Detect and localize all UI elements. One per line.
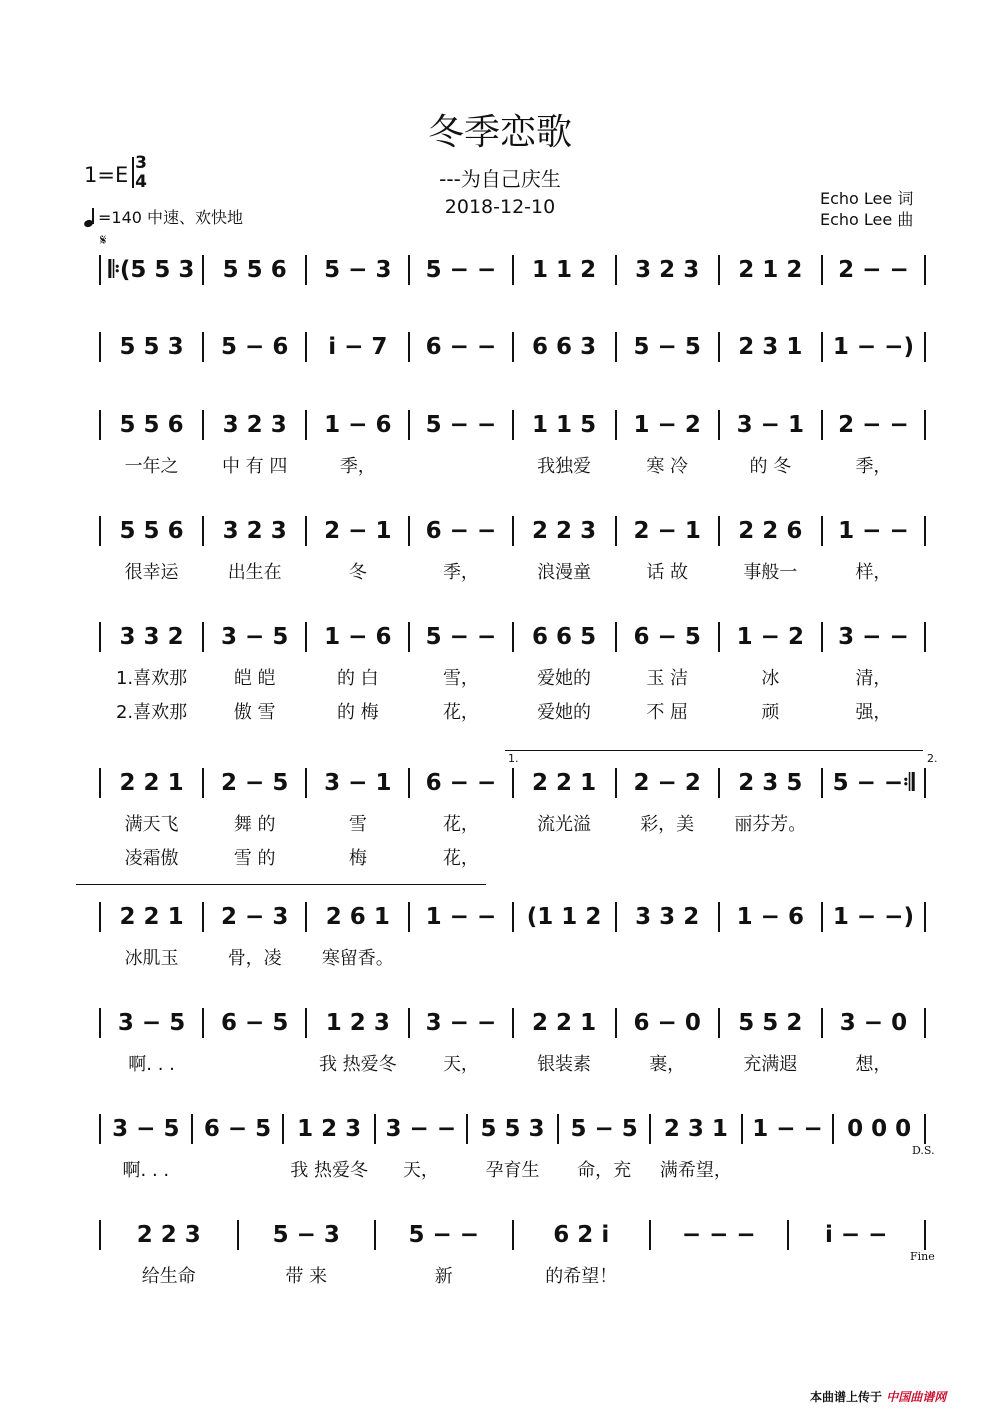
measure: 2 − 3	[221, 904, 289, 930]
footer-text: 本曲谱上传于	[810, 1390, 883, 1404]
score-row	[100, 1218, 925, 1252]
lyric-syllables: 的 白	[336, 668, 379, 689]
measure: 2 2 1	[119, 904, 184, 930]
score-row	[100, 253, 925, 287]
lyric-syllables: 新	[434, 1266, 453, 1287]
lyric-line	[100, 944, 925, 968]
measure: 3 − 1	[324, 770, 392, 796]
composer: Echo Lee 曲	[820, 210, 914, 229]
measure: (1 1 2	[526, 904, 602, 930]
lyric-syllables: 彩，美	[640, 814, 695, 835]
measure: 1 − 6	[324, 412, 392, 438]
measure: 2 − −	[838, 257, 909, 283]
lyric-syllables: 我 热爱冬	[318, 1054, 397, 1075]
lyric-syllables: 爱她的	[537, 702, 592, 723]
measure: 2 − 2	[633, 770, 701, 796]
lyric-syllables: 冰	[761, 668, 780, 689]
measure: 5 − 3	[272, 1222, 340, 1248]
lyric-syllables: 皑 皑	[233, 668, 276, 689]
lyric-syllables: 孕育生	[485, 1160, 540, 1181]
lyric-syllables: 季，	[855, 456, 892, 477]
lyric-syllables: 不 屈	[646, 702, 689, 723]
measure: 5 − 3	[324, 257, 392, 283]
tempo-marking	[84, 205, 243, 228]
segno-icon: 𝄋	[100, 231, 107, 249]
score-row	[100, 408, 925, 442]
lyric-syllables: 啊. . .	[128, 1054, 175, 1075]
lyric-syllables: 中 有 四	[221, 456, 288, 477]
song-subtitle: ---为自己庆生	[439, 167, 561, 191]
lyric-syllables: 事般一	[743, 562, 798, 583]
lyric-syllables: 裹，	[649, 1054, 686, 1075]
measure: 2 − 1	[633, 518, 701, 544]
lyric-syllables: 命，充	[577, 1160, 632, 1181]
measure: 2 − 5	[221, 770, 289, 796]
lyric-syllables: 很幸运	[124, 562, 179, 583]
measure: 2 3 1	[663, 1116, 728, 1142]
measure: 5 − −	[425, 257, 497, 283]
measure: 3 − −	[838, 624, 909, 650]
measure: 2 2 6	[738, 518, 803, 544]
ending-label: 1.	[508, 752, 519, 765]
measure: 3 − −	[385, 1116, 457, 1142]
credits	[820, 188, 913, 230]
footer-credit	[810, 1388, 946, 1405]
measure: 1 − 6	[736, 904, 804, 930]
lyric-syllables: 花，	[442, 848, 479, 869]
lyric-syllables: 给生命	[141, 1266, 196, 1287]
measure: 2 − 1	[324, 518, 392, 544]
lyric-syllables: 花，	[442, 814, 479, 835]
measure: 2 1 2	[738, 257, 803, 283]
measure: 6 6 5	[532, 624, 597, 650]
measure: 6 − 5	[203, 1116, 272, 1142]
measure: 6 − −	[425, 770, 497, 796]
measure: 1 − −	[838, 518, 909, 544]
lyric-syllables: 想，	[855, 1054, 892, 1075]
measure: 6 − 5	[633, 624, 701, 650]
measure: 1 1 2	[532, 257, 597, 283]
measure: 1 − −	[752, 1116, 823, 1142]
ending-bracket	[505, 750, 923, 751]
lyric-syllables: 银装素	[537, 1054, 592, 1075]
ending-label-second: 2.	[927, 752, 938, 765]
measure: 2 2 3	[136, 1222, 201, 1248]
measure: 3 2 3	[222, 518, 287, 544]
lyric-syllables: 满天飞	[124, 814, 179, 835]
lyric-syllables: 充满遐	[743, 1054, 798, 1075]
measure: 3 − 5	[112, 1116, 180, 1142]
measure: 5 − 5	[633, 334, 701, 360]
lyric-line	[100, 1262, 925, 1286]
lyric-syllables: 1.喜欢那	[115, 668, 188, 689]
measure: 1 1 5	[532, 412, 597, 438]
measure: 3 3 2	[119, 624, 184, 650]
measure: 1 2 3	[325, 1010, 390, 1036]
measure: 1 − −	[425, 904, 497, 930]
measure: 5 − 6	[221, 334, 289, 360]
measure: 5 − 5	[570, 1116, 638, 1142]
measure: 5 5 3	[480, 1116, 545, 1142]
lyric-syllables: 样，	[855, 562, 892, 583]
measure: 2 2 1	[532, 770, 597, 796]
measure: 2 − −	[838, 412, 909, 438]
fine-marking: Fine	[910, 1250, 935, 1263]
measure: 3 2 3	[635, 257, 700, 283]
lyric-syllables: 花，	[442, 702, 479, 723]
measure: i − −	[825, 1222, 888, 1248]
measure: 6 6 3	[532, 334, 597, 360]
measure: 2 3 1	[738, 334, 803, 360]
lyric-syllables: 舞 的	[233, 814, 276, 835]
lyric-line	[100, 664, 925, 688]
lyric-syllables: 雪 的	[233, 848, 276, 869]
lyric-syllables: 流光溢	[537, 814, 592, 835]
lyric-line	[100, 558, 925, 582]
measure: 3 − 5	[221, 624, 289, 650]
lyric-syllables: 我独爱	[537, 456, 592, 477]
measure: 6 2 i	[553, 1222, 610, 1248]
lyric-syllables: 冬	[348, 562, 367, 583]
measure: 3 − 5	[117, 1010, 186, 1036]
quarter-note-icon	[84, 209, 98, 227]
lyric-syllables: 寒留香。	[321, 948, 394, 969]
lyric-line-verse-2	[100, 698, 925, 722]
measure: 5 5 3	[119, 334, 184, 360]
score-row	[100, 620, 925, 654]
lyric-syllables: 清，	[855, 668, 892, 689]
time-signature-top: 3	[135, 153, 147, 173]
lyric-syllables: 2.喜欢那	[115, 702, 188, 723]
score-row	[100, 1006, 925, 1040]
lyric-syllables: 浪漫童	[537, 562, 592, 583]
song-title: 冬季恋歌	[427, 112, 572, 153]
measure: i − 7	[328, 334, 388, 360]
measure: 1 − 2	[633, 412, 701, 438]
measure: 1 − −)	[832, 904, 914, 930]
measure: 1 2 3	[297, 1116, 362, 1142]
lyric-syllables: 傲 雪	[233, 702, 276, 723]
measure: 3 3 2	[635, 904, 700, 930]
measure: 5 − −𝄇	[832, 770, 915, 796]
measure: 6 − −	[425, 334, 497, 360]
measure: 3 − −	[425, 1010, 497, 1036]
site-logo: 中国曲谱网	[886, 1390, 947, 1404]
lyric-syllables: 我 热爱冬	[290, 1160, 369, 1181]
measure: 1 − 6	[324, 624, 392, 650]
lyric-syllables: 的希望！	[545, 1266, 618, 1287]
measure: 6 − 0	[633, 1010, 701, 1036]
lyric-syllables: 顽	[761, 702, 780, 723]
lyric-line-verse-2	[100, 844, 925, 868]
lyric-syllables: 的 梅	[336, 702, 379, 723]
lyric-syllables: 季，	[339, 456, 376, 477]
song-date: 2018-12-10	[444, 196, 556, 218]
lyric-syllables: 的 冬	[749, 456, 792, 477]
lyric-syllables: 话 故	[646, 562, 689, 583]
measure: 3 − 1	[736, 412, 804, 438]
lyric-syllables: 出生在	[227, 562, 282, 583]
lyric-syllables: 梅	[348, 848, 367, 869]
lyric-syllables: 爱她的	[537, 668, 592, 689]
measure: 3 2 3	[222, 412, 287, 438]
score-row	[100, 330, 925, 364]
lyric-syllables: 冰肌玉	[124, 948, 179, 969]
measure: 5 5 6	[119, 518, 184, 544]
measure: − − −	[681, 1222, 756, 1248]
lyric-syllables: 玉 洁	[646, 668, 689, 689]
lyric-syllables: 天，	[442, 1054, 479, 1075]
measure: 2 2 1	[532, 1010, 597, 1036]
lyric-syllables: 丽芬芳。	[734, 814, 807, 835]
lyric-line	[100, 452, 925, 476]
lyric-line	[100, 1156, 925, 1180]
lyric-syllables: 天，	[402, 1160, 439, 1181]
measure: 5 5 6	[119, 412, 184, 438]
lyric-syllables: 满希望，	[659, 1160, 732, 1181]
measure: 2 3 5	[738, 770, 803, 796]
measure: 6 − −	[425, 518, 497, 544]
ending-bracket	[76, 884, 486, 885]
measure: 5 5 6	[222, 257, 287, 283]
score-row	[100, 1112, 925, 1146]
time-signature	[132, 154, 150, 192]
tempo-text: =140 中速、欢快地	[98, 208, 244, 227]
lyric-syllables: 凌霜傲	[124, 848, 179, 869]
lyric-syllables: 强，	[855, 702, 892, 723]
measure: 1 − −)	[832, 334, 914, 360]
measure: 2 2 3	[532, 518, 597, 544]
lyric-syllables: 寒 冷	[646, 456, 689, 477]
measure: 2 6 1	[325, 904, 390, 930]
lyric-syllables: 啊. . .	[122, 1160, 170, 1181]
lyric-syllables: 雪，	[442, 668, 479, 689]
lyric-syllables: 骨，凌	[227, 948, 282, 969]
measure: 1 − 2	[736, 624, 804, 650]
time-signature-bottom: 4	[135, 172, 147, 192]
score-row	[100, 514, 925, 548]
lyric-syllables: 带 来	[285, 1266, 328, 1287]
measure: 5 − −	[408, 1222, 480, 1248]
measure: 5 5 2	[738, 1010, 803, 1036]
measure: 6 − 5	[221, 1010, 289, 1036]
lyricist: Echo Lee 词	[820, 189, 914, 208]
ds-marking: D.S.	[912, 1144, 935, 1157]
lyric-syllables: 雪	[348, 814, 367, 835]
lyric-line	[100, 810, 925, 834]
key-signature: 1=E	[84, 163, 129, 187]
measure: 5 − −	[425, 412, 497, 438]
lyric-line	[100, 1050, 925, 1074]
measure: 3 − 0	[839, 1010, 908, 1036]
measure: 5 − −	[425, 624, 497, 650]
lyric-syllables: 季，	[442, 562, 479, 583]
lyric-syllables: 一年之	[124, 456, 179, 477]
score-row	[100, 766, 925, 800]
measure: 2 2 1	[119, 770, 184, 796]
measure: 𝄆(5 5 3	[108, 257, 195, 283]
score-row	[100, 900, 925, 934]
measure: 0 0 0	[847, 1116, 912, 1142]
